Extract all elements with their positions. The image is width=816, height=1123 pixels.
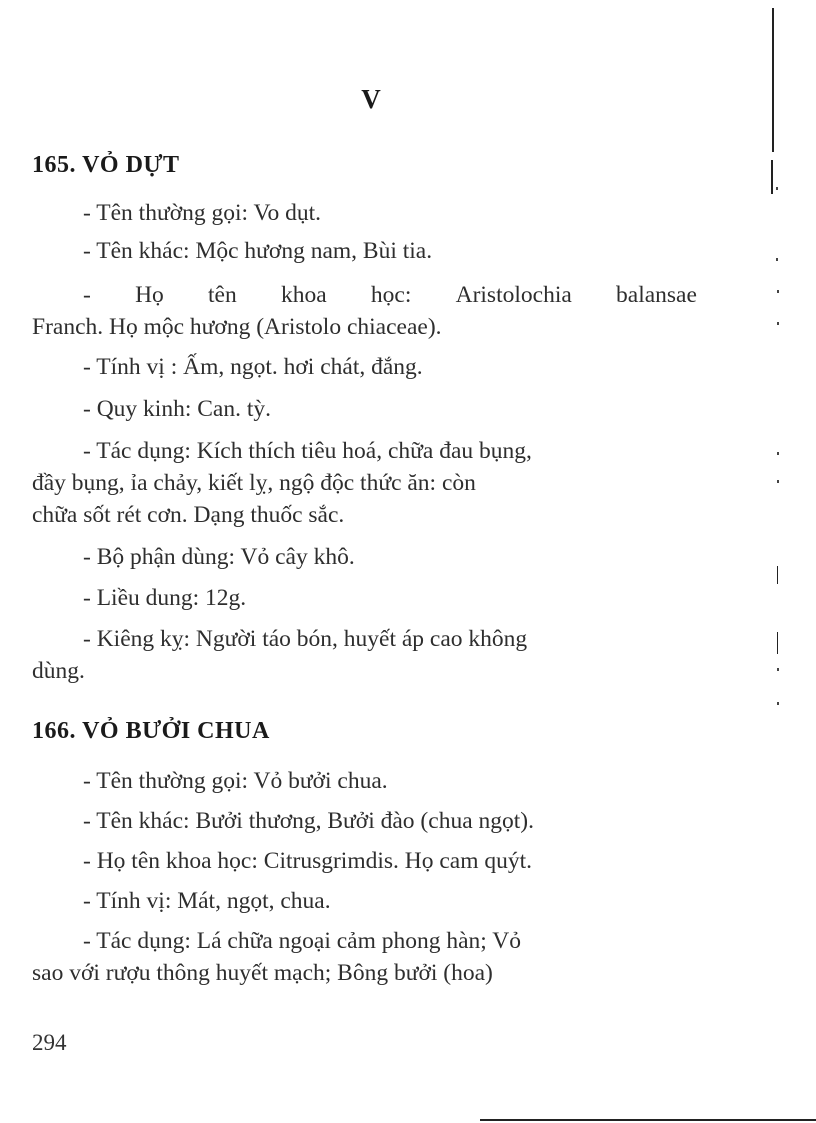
entry-heading-165: 165. VỎ DỰT: [32, 152, 180, 178]
entry-166-other-names: - Tên khác: Bưởi thương, Bưởi đào (chua ngọt).: [83, 808, 534, 834]
entry-165-other-names: - Tên khác: Mộc hương nam, Bùi tia.: [83, 238, 433, 264]
entry-165-meridian: - Quy kinh: Can. tỳ.: [83, 396, 271, 422]
entry-166-properties: - Tính vị: Mát, ngọt, chua.: [83, 888, 331, 914]
scan-dot: [776, 187, 778, 190]
word: khoa: [280, 282, 327, 308]
entry-165-contraindications: - Kiêng kỵ: Người táo bón, huyết áp cao không: [83, 626, 528, 652]
entry-166-scientific-name: - Họ tên khoa học: Citrusgrimdis. Họ cam quýt.: [83, 848, 533, 874]
entry-166-common-name: - Tên thường gọi: Vỏ bưởi chua.: [83, 768, 388, 794]
entry-165-dosage: - Liều dung: 12g.: [83, 585, 247, 611]
entry-165-contraindications-cont: dùng.: [32, 658, 85, 684]
scan-dot: [777, 322, 779, 325]
scan-dot: [777, 702, 779, 705]
scan-edge-line: [777, 632, 778, 654]
bottom-rule: [480, 1119, 816, 1121]
entry-166-effects-cont: sao với rượu thông huyết mạch; Bông bưởi (hoa): [32, 960, 493, 986]
scan-dot: [777, 452, 779, 455]
scan-edge-line: [772, 8, 774, 152]
entry-165-scientific-name-line: [83, 282, 697, 309]
entry-heading-166: 166. VỎ BƯỞI CHUA: [32, 718, 270, 744]
entry-165-common-name: - Tên thường gọi: Vo dụt.: [83, 200, 321, 226]
word: tên: [208, 282, 237, 308]
scan-dot: [777, 290, 779, 293]
scan-edge-line: [777, 566, 778, 584]
page-number: 294: [32, 1030, 67, 1055]
entry-165-effects-cont: đầy bụng, ỉa chảy, kiết lỵ, ngộ độc thức ăn: còn: [32, 470, 476, 496]
word: -: [83, 282, 91, 308]
entry-166-effects: - Tác dụng: Lá chữa ngoại cảm phong hàn; Vỏ: [83, 928, 522, 954]
scan-dot: [777, 480, 779, 483]
word: Aristolochia: [455, 282, 572, 308]
word: balansae: [616, 282, 697, 308]
entry-165-effects: - Tác dụng: Kích thích tiêu hoá, chữa đau bụng,: [83, 438, 532, 464]
scan-edge-line: [771, 160, 773, 194]
entry-165-family: Franch. Họ mộc hương (Aristolo chiaceae).: [32, 314, 442, 340]
entry-165-part-used: - Bộ phận dùng: Vỏ cây khô.: [83, 544, 355, 570]
word: Họ: [135, 282, 164, 308]
scan-dot: [776, 258, 778, 261]
entry-165-properties: - Tính vị : Ấm, ngọt. hơi chát, đắng.: [83, 354, 423, 380]
entry-165-effects-cont: chữa sốt rét cơn. Dạng thuốc sắc.: [32, 502, 345, 528]
scan-dot: [777, 668, 779, 671]
section-letter: V: [361, 84, 381, 114]
word: học:: [370, 282, 412, 308]
